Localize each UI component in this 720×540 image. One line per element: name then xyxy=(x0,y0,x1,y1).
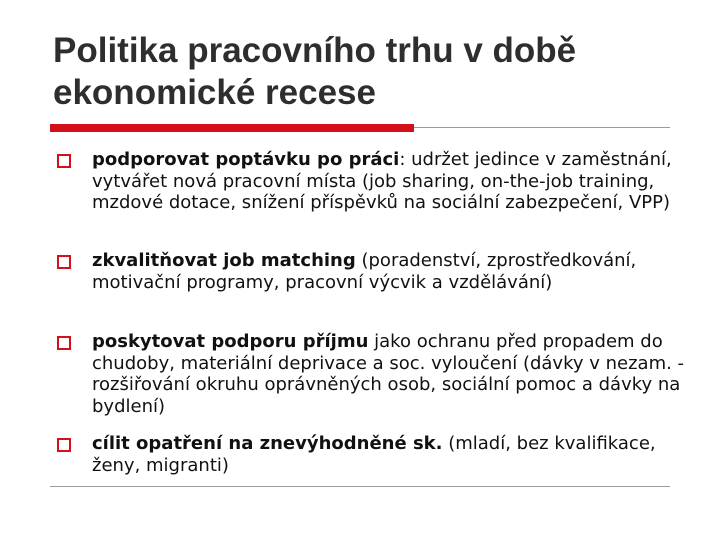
bullet-keyword: podporovat poptávku po práci xyxy=(92,149,400,170)
slide-title: Politika pracovního trhu v době ekonomické recese xyxy=(53,31,577,112)
hollow-square-bullet-icon xyxy=(57,336,71,350)
footer-rule xyxy=(50,486,670,487)
hollow-square-bullet-icon xyxy=(57,255,71,269)
bullet-item xyxy=(92,149,692,214)
hollow-square-bullet-icon xyxy=(57,154,71,168)
bullet-keyword: cílit opatření na znevýhodněné sk. xyxy=(92,433,443,454)
bullet-item xyxy=(92,250,692,293)
bullet-text: : udržet jedince v zaměstnání, vytvářet nová pracovní místa (job sharing, on-the-job training, mzdové dotace, snížení příspěvků na sociální zabezpečení, VPP) xyxy=(92,149,672,213)
bullet-text: (poradenství, zprostředkování, motivační programy, pracovní výcvik a vzdělávání) xyxy=(92,250,637,293)
bullet-text: jako ochranu před propadem do chudoby, materiální deprivace a soc. vyloučení (dávky v nezam. - rozšiřování okruhu oprávněných osob, sociální pomoc a dávky na bydlení) xyxy=(92,331,685,417)
hollow-square-bullet-icon xyxy=(57,438,71,452)
bullet-keyword: poskytovat podporu příjmu xyxy=(92,331,369,352)
bullet-keyword: zkvalitňovat job matching xyxy=(92,250,356,271)
bullet-item xyxy=(92,433,692,476)
bullet-item xyxy=(92,331,692,417)
bullet-text: (mladí, bez kvalifikace, ženy, migranti) xyxy=(92,433,656,476)
